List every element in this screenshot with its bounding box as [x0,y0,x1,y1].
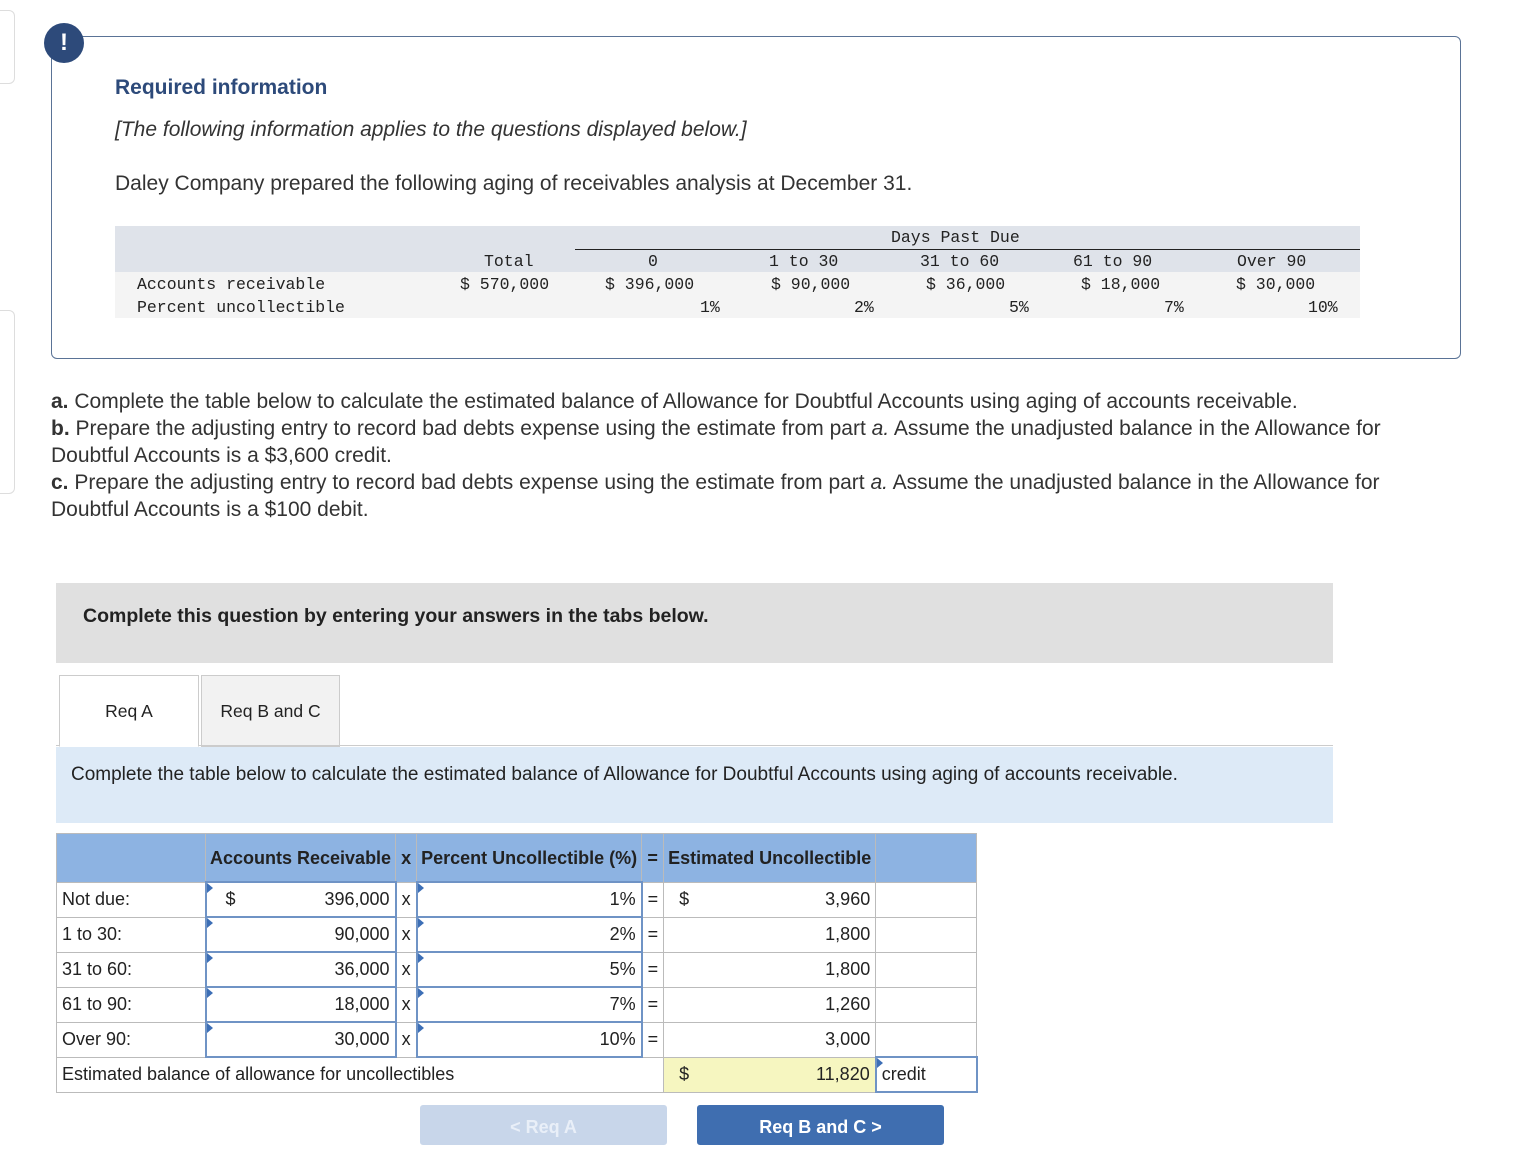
side-panel-fragment [0,10,15,84]
required-info-subtitle: [The following information applies to the questions displayed below.] [115,118,747,141]
header-accounts-receivable: Accounts Receivable [206,834,396,883]
table-row: Not due: $ 396,000 x 1% = $ 3,960 [57,882,977,917]
aging-ar-total: $ 570,000 [460,275,550,294]
question-list [51,388,1451,523]
tab-divider [56,745,1333,746]
total-value: $ 11,820 [664,1057,876,1092]
aging-pct-31-60: 5% [1009,298,1029,317]
tab-req-b-and-c[interactable]: Req B and C [201,675,340,747]
instructions-banner: Complete this question by entering your answers in the tabs below. [56,583,1333,663]
percent-input[interactable]: 10% [417,1022,642,1057]
next-req-b-and-c-button[interactable]: Req B and C > [697,1105,944,1145]
aging-table [115,226,1360,320]
aging-row-label: Accounts receivable [137,275,326,294]
aging-ar-31-60: $ 36,000 [926,275,1006,294]
ar-input[interactable]: 90,000 [206,917,396,952]
allowance-calculation-table [56,833,978,1093]
aging-pct-0: 1% [700,298,720,317]
percent-input[interactable]: 2% [417,917,642,952]
side-panel-fragment [0,310,15,494]
question-a: a. Complete the table below to calculate the estimated balance of Allowance for Doubtful Accounts using aging of accounts receivable. [51,390,1298,413]
header-equals: = [642,834,664,883]
aging-header-total: Total [484,252,534,271]
alert-icon: ! [44,23,84,63]
estimated-value: 3,000 [664,1022,876,1057]
aging-header-over-90: Over 90 [1237,252,1307,271]
aging-pct-61-90: 7% [1164,298,1184,317]
table-row: 61 to 90: 18,000 x 7% = 1,260 [57,987,977,1022]
aging-header-31-60: 31 to 60 [920,252,1000,271]
ar-input[interactable]: $ 396,000 [206,882,396,917]
aging-pct-1-30: 2% [854,298,874,317]
estimated-value: $ 3,960 [664,882,876,917]
header-percent-uncollectible: Percent Uncollectible (%) [417,834,642,883]
total-row [57,1057,977,1092]
aging-pct-over-90: 10% [1308,298,1338,317]
aging-header-1-30: 1 to 30 [769,252,839,271]
required-info-title: Required information [115,76,328,99]
aging-ar-over-90: $ 30,000 [1236,275,1316,294]
aging-row-label: Percent uncollectible [137,298,345,317]
table-row: Over 90: 30,000 x 10% = 3,000 [57,1022,977,1057]
days-past-due-header: Days Past Due [891,228,1020,247]
total-label: Estimated balance of allowance for uncollectibles [57,1057,664,1092]
aging-header-0: 0 [648,252,658,271]
question-b: b. Prepare the adjusting entry to record bad debts expense using the estimate from part a. Assume the unadjusted balance in the Allowance for Doubtful Accounts is a $3,600 credit. [51,417,1381,467]
table-row: 1 to 30: 90,000 x 2% = 1,800 [57,917,977,952]
question-c: c. Prepare the adjusting entry to record bad debts expense using the estimate from part a. Assume the unadjusted balance in the Allowance for Doubtful Accounts is a $100 debit. [51,471,1380,521]
percent-input[interactable]: 7% [417,987,642,1022]
tab-instruction: Complete the table below to calculate the estimated balance of Allowance for Doubtful Accounts using aging of accounts receivable. [56,747,1333,823]
ar-input[interactable]: 36,000 [206,952,396,987]
intro-text: Daley Company prepared the following aging of receivables analysis at December 31. [115,172,913,195]
aging-ar-0: $ 396,000 [605,275,695,294]
header-multiply: x [396,834,417,883]
estimated-value: 1,260 [664,987,876,1022]
credit-debit-select[interactable]: credit [876,1057,977,1092]
header-estimated-uncollectible: Estimated Uncollectible [664,834,876,883]
estimated-value: 1,800 [664,917,876,952]
aging-header-61-90: 61 to 90 [1073,252,1153,271]
estimated-value: 1,800 [664,952,876,987]
percent-input[interactable]: 1% [417,882,642,917]
prev-req-a-button[interactable]: < Req A [420,1105,667,1145]
ar-input[interactable]: 30,000 [206,1022,396,1057]
aging-ar-1-30: $ 90,000 [771,275,851,294]
tab-req-a[interactable]: Req A [59,675,199,747]
aging-ar-61-90: $ 18,000 [1081,275,1161,294]
table-row: 31 to 60: 36,000 x 5% = 1,800 [57,952,977,987]
ar-input[interactable]: 18,000 [206,987,396,1022]
percent-input[interactable]: 5% [417,952,642,987]
